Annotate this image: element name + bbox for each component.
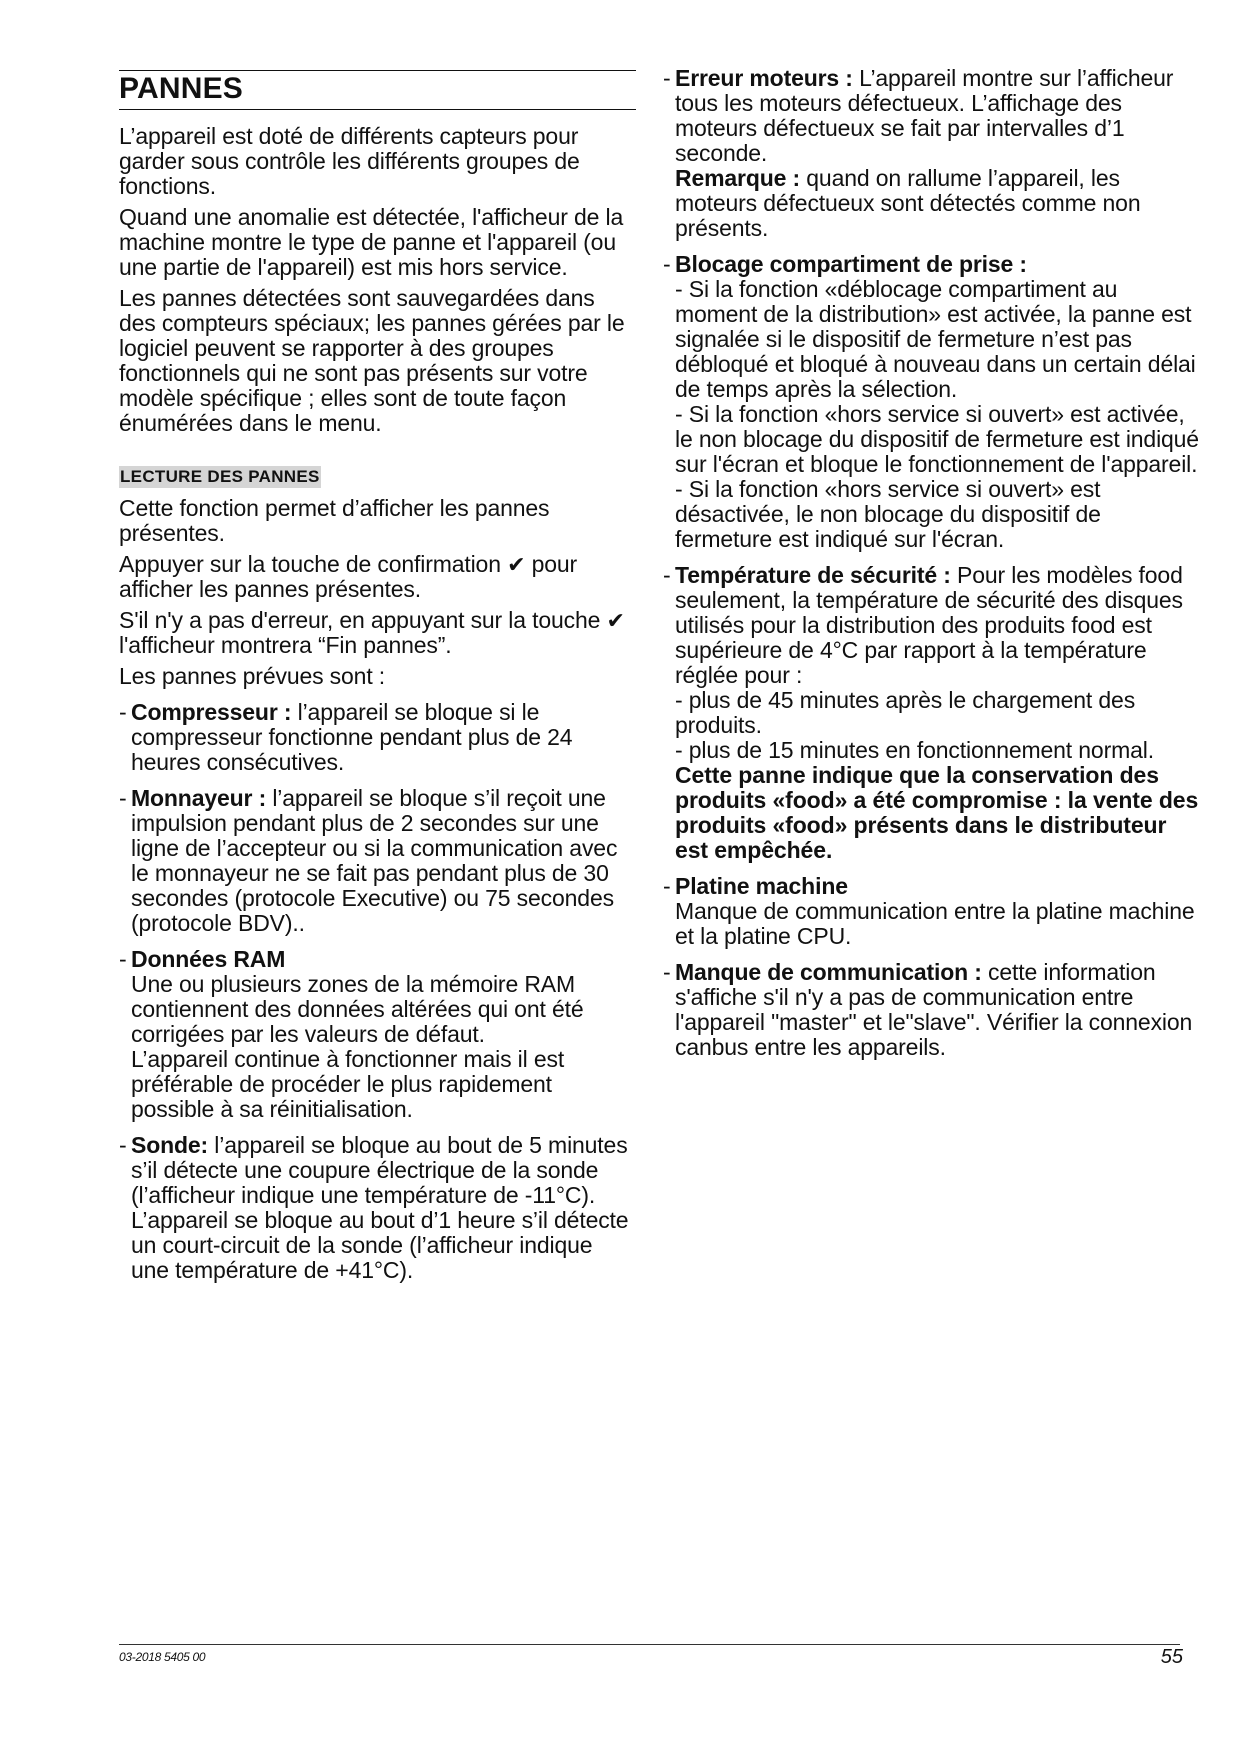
lecture-p2-before: Appuyer sur la touche de confirmation: [119, 551, 508, 577]
checkmark-icon: ✔: [606, 608, 625, 633]
list-dash: -: [119, 785, 127, 811]
list-dash: -: [119, 946, 127, 972]
fault-term: Compresseur :: [131, 699, 292, 725]
fault-item-temperature-securite: [663, 563, 1201, 863]
fault-term: Température de sécurité :: [675, 562, 951, 588]
subheading-lecture-des-pannes: LECTURE DES PANNES: [120, 467, 320, 486]
list-dash: -: [663, 251, 671, 277]
fault-item-compresseur: [119, 700, 636, 775]
fault-text-line: - Si la fonction «hors service si ouvert» est désactivée, le non blocage du dispositif de fermeture est indiqué sur l'écran.: [675, 476, 1101, 552]
fault-text: Pour les modèles food seulement, la température de sécurité des disques utilisés pour la distribution des produits food est supérieure de 4°C par rapport à la température réglée pour :: [675, 562, 1183, 688]
list-dash: -: [663, 562, 671, 588]
fault-text-line: Manque de communication entre la platine machine et la platine CPU.: [675, 898, 1195, 949]
lecture-paragraph-4: Les pannes prévues sont :: [119, 663, 386, 689]
fault-item-monnayeur: [119, 786, 636, 936]
fault-item-donnees-ram: [119, 947, 636, 1122]
fault-text: L’appareil montre sur l’afficheur tous les moteurs défectueux. L’affichage des moteurs défectueux se fait par intervalles d’1 seconde.: [675, 65, 1174, 166]
fault-item-manque-communication: [663, 960, 1201, 1060]
fault-item-platine-machine: [663, 874, 1201, 949]
right-column: [663, 66, 1201, 1071]
fault-item-sonde: [119, 1133, 636, 1283]
intro-paragraph-1: L’appareil est doté de différents capteurs pour garder sous contrôle les différents groupes de fonctions.: [119, 123, 580, 199]
lecture-paragraph-1: Cette fonction permet d’afficher les pannes présentes.: [119, 495, 550, 546]
lecture-p2-after: pour afficher les pannes présentes.: [119, 551, 578, 602]
remark-text: quand on rallume l’appareil, les moteurs défectueux sont détectés comme non présents.: [675, 165, 1141, 241]
lecture-p3-after: l'afficheur montrera “Fin pannes”.: [119, 632, 452, 658]
fault-text: l’appareil se bloque s’il reçoit une impulsion pendant plus de 2 secondes sur une ligne de l’accepteur ou si la communication avec le monnayeur ne se fait pas pendant plus de 30 secondes (protocole Executive) ou 75 secondes (protocole BDV)..: [131, 785, 618, 936]
fault-text-line: L’appareil continue à fonctionner mais il est préférable de procéder le plus rapidement possible à sa réinitialisation.: [131, 1046, 565, 1122]
section-title: PANNES: [119, 70, 636, 110]
document-code: 03-2018 5405 00: [119, 1650, 206, 1664]
fault-text-line: - plus de 15 minutes en fonctionnement normal.: [675, 737, 1154, 763]
list-dash: -: [663, 873, 671, 899]
fault-text-line: L’appareil se bloque au bout d’1 heure s’il détecte un court-circuit de la sonde (l’afficheur indique une température de +41°C).: [131, 1207, 629, 1283]
fault-text-line: - Si la fonction «déblocage compartiment au moment de la distribution» est activée, la panne est signalée si le dispositif de fermeture n’est pas débloqué et bloqué à nouveau dans un certain délai de temps après la sélection.: [675, 276, 1196, 402]
intro-paragraph-3: Les pannes détectées sont sauvegardées dans des compteurs spéciaux; les pannes gérées par le logiciel peuvent se rapporter à des groupes fonctionnels qui ne sont pas présents sur votre modèle spécifique ; elles sont de toute façon énumérées dans le menu.: [119, 285, 625, 436]
lecture-paragraph-2: [119, 552, 636, 602]
lecture-paragraph-3: [119, 608, 636, 658]
fault-item-erreur-moteurs: [663, 66, 1201, 241]
list-dash: -: [663, 959, 671, 985]
fault-text-line: - Si la fonction «hors service si ouvert» est activée, le non blocage du dispositif de fermeture est indiqué sur l'écran et bloque le fonctionnement de l'appareil.: [675, 401, 1199, 477]
fault-term: Manque de communication :: [675, 959, 982, 985]
remark-label: Remarque :: [675, 165, 801, 191]
page-number: 55: [1160, 1646, 1183, 1668]
list-dash: -: [119, 1132, 127, 1158]
list-dash: -: [119, 699, 127, 725]
fault-text: l’appareil se bloque au bout de 5 minutes s’il détecte une coupure électrique de la sonde (l’afficheur indique une température de -11°C).: [131, 1132, 628, 1208]
fault-item-blocage-compartiment: [663, 252, 1201, 552]
fault-term: Données RAM: [131, 946, 286, 972]
fault-term: Monnayeur :: [131, 785, 267, 811]
list-dash: -: [663, 65, 671, 91]
fault-text: cette information s'affiche s'il n'y a pas de communication entre l'appareil "master" et le"slave". Vérifier la connexion canbus entre les appareils.: [675, 959, 1193, 1060]
lecture-p3-before: S'il n'y a pas d'erreur, en appuyant sur la touche: [119, 607, 607, 633]
fault-text-line: - plus de 45 minutes après le chargement des produits.: [675, 687, 1136, 738]
checkmark-icon: ✔: [507, 552, 526, 577]
fault-text-line: Une ou plusieurs zones de la mémoire RAM contiennent des données altérées qui ont été corrigées par les valeurs de défaut.: [131, 971, 584, 1047]
fault-term: Erreur moteurs :: [675, 65, 853, 91]
fault-term: Blocage compartiment de prise :: [675, 251, 1027, 277]
left-column: [119, 66, 636, 1294]
fault-warning-bold: Cette panne indique que la conservation des produits «food» a été compromise : la vente des produits «food» présents dans le distributeur est empêchée.: [675, 762, 1199, 863]
intro-paragraph-2: Quand une anomalie est détectée, l'afficheur de la machine montre le type de panne et l'appareil (ou une partie de l'appareil) est mis hors service.: [119, 204, 624, 280]
fault-term: Platine machine: [675, 873, 848, 899]
fault-text: l’appareil se bloque si le compresseur fonctionne pendant plus de 24 heures consécutives.: [131, 699, 573, 775]
fault-term: Sonde:: [131, 1132, 209, 1158]
footer-divider: [119, 1644, 1180, 1645]
